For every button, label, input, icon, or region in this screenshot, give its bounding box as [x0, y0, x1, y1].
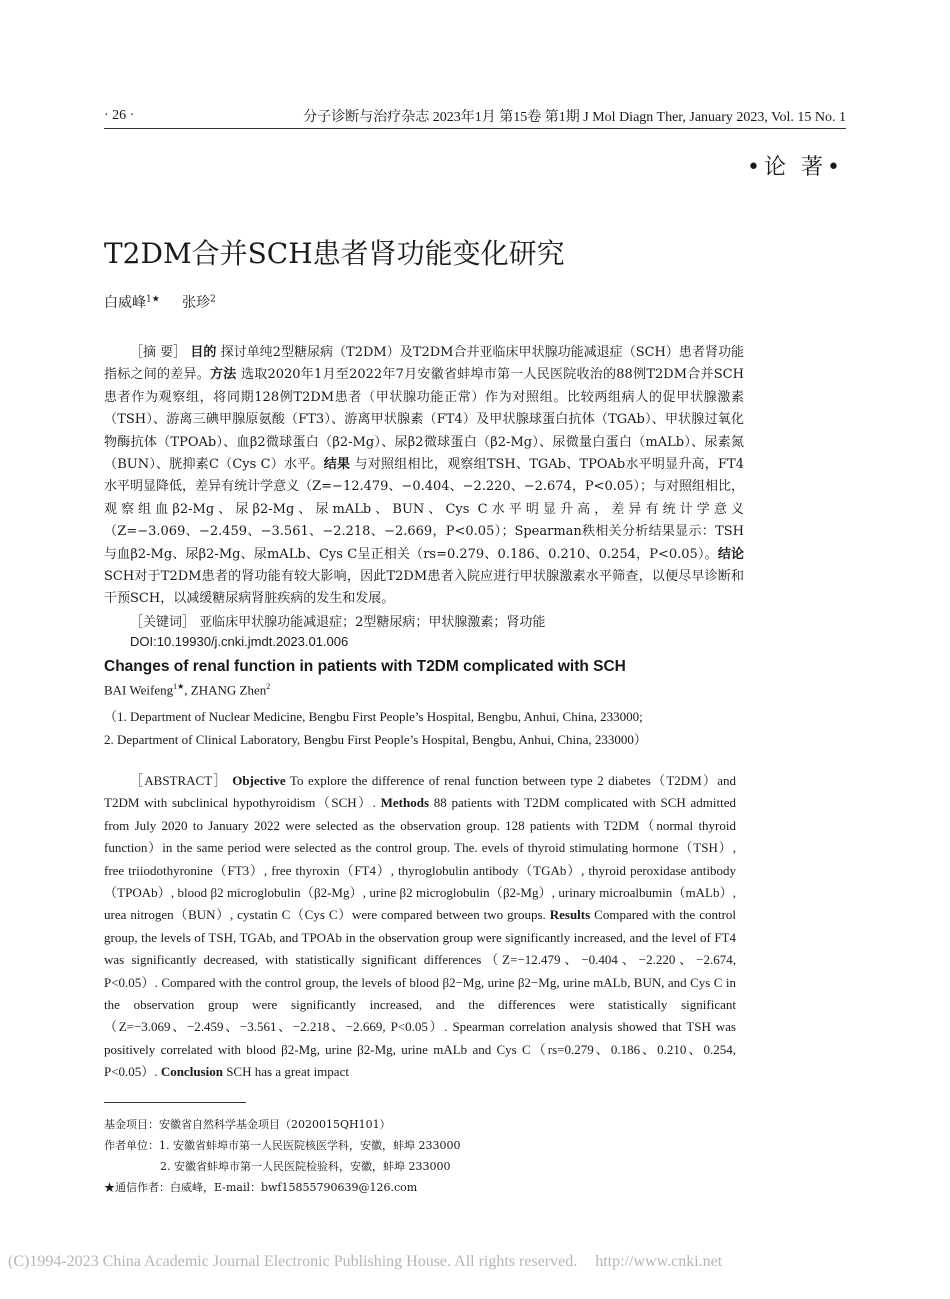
results-text: 与对照组相比，观察组TSH、TGAb、TPOAb水平明显升高，FT4水平明显降低，差异有统计学意义（Z=−12.479、−0.404、−2.220、−2.674，P<0.05）；与对照组相比，观察组血β2-Mg、尿β2-Mg、尿mALb、BUN、Cys C水平明显升高，差异有统计学意义（Z=−3.069、−2.459、−3.561、−2.218、−2.669，P<0.05）；Spearman秩相关分析结果显示：TSH与血β2-Mg、尿β2-Mg、尿mALb、Cys C呈正相关（rs=0.279、0.186、0.210、0.254，P<0.05）。 — [104, 457, 744, 562]
footnote-affiliation: 作者单位：1. 安徽省蚌埠市第一人民医院核医学科，安徽，蚌埠 233000 — [104, 1139, 461, 1152]
keywords-cn — [130, 611, 545, 630]
methods-text: 选取2020年1月至2022年7月安徽省蚌埠市第一人民医院收治的88例T2DM合并SCH患者作为观察组，将同期128例T2DM患者（甲状腺功能正常）作为对照组。比较两组病人的促甲状腺激素（TSH）、游离三碘甲腺原氨酸（FT3）、游离甲状腺素（FT4）及甲状腺球蛋白抗体（TGAb）、甲状腺过氧化物酶抗体（TPOAb）、血β2微球蛋白（β2-Mg）、尿β2微球蛋白（β2-Mg）、尿微量白蛋白（mALb）、尿素氮（BUN）、胱抑素C（Cys C）水平。 — [104, 367, 744, 473]
results-text: Compared with the control group, the levels of TSH, TGAb, and TPOAb in the observation group were significantly increased, and the level of FT4 was significantly decreased, with statistically significant differences（Z=−12.479、−0.404、−2.220、−2.674, P<0.05）. Compared with the control group, the levels of blood β2−Mg, urine β2−Mg, urine mALb, BUN, and Cys C in the observation group were significantly increased, and the differences were statistically significant（Z=−3.069、−2.459、−3.561、−2.218、−2.669, P<0.05）. Spearman correlation analysis showed that TSH was positively correlated with blood β2-Mg, urine β2-Mg, urine mALb and Cys C（rs=0.279、0.186、0.210、0.254, P<0.05）. — [104, 907, 737, 1080]
doi: DOI:10.19930/j.cnki.jmdt.2023.01.006 — [130, 634, 349, 649]
author-affil-mark: 2 — [210, 294, 216, 305]
article-title-cn: T2DM合并SCH患者肾功能变化研究 — [104, 237, 565, 270]
page-number: · 26 · — [104, 108, 135, 123]
conclusion-label: 结论 — [717, 546, 744, 562]
author-affil-mark: 1★ — [146, 294, 160, 305]
abstract-label: ［摘 要］ — [130, 345, 187, 360]
objective-label: 目的 — [190, 345, 217, 360]
author-separator: , — [184, 682, 191, 698]
footnote-divider — [104, 1102, 246, 1103]
keywords-text: 亚临床甲状腺功能减退症；2型糖尿病；甲状腺激素；肾功能 — [199, 615, 546, 630]
author-name: 张珍 — [182, 295, 211, 311]
authors-cn — [104, 292, 216, 312]
affiliation-line: （1. Department of Nuclear Medicine, Bengbu First People’s Hospital, Bengbu, Anhui, China, 233000; — [104, 709, 643, 724]
objective-text: To explore the difference of renal function between type 2 diabetes（T2DM）and T2DM with subclinical hypothyroidism（SCH）. — [104, 773, 737, 811]
footnote-affiliation: 2. 安徽省蚌埠市第一人民医院检验科，安徽，蚌埠 233000 — [160, 1160, 451, 1173]
author-name: BAI Weifeng — [104, 682, 174, 698]
conclusion-text: SCH has a great impact — [226, 1064, 349, 1080]
abstract-en — [104, 770, 736, 1084]
methods-label: Methods — [380, 795, 429, 811]
abstract-cn — [104, 342, 744, 611]
objective-label: Objective — [232, 773, 286, 788]
section-label: •论 著• — [747, 155, 844, 180]
conclusion-label: Conclusion — [160, 1064, 223, 1080]
methods-text: 88 patients with T2DM complicated with SCH admitted from July 2020 to January 2022 were selected as the observation group. 128 patients with T2DM（normal thyroid function）in the same period were selected as the control group. The. evels of thyroid stimulating hormone（TSH）, free triiodothyronine（FT3）, free thyroxin（FT4）, thyroglobulin antibody（TGAb）, thyroid peroxidase antibody（TPOAb）, blood β2 microglobulin（β2-Mg）, urine β2 microglobulin（β2-Mg）, urinary microalbumin（mALb）, urea nitrogen（BUN）, cystatin C（Cys C）were compared between two groups. — [104, 795, 737, 923]
journal-citation: 分子诊断与治疗杂志 2023年1月 第15卷 第1期 J Mol Diagn Ther, January 2023, Vol. 15 No. 1 — [303, 110, 846, 125]
keywords-label: ［关键词］ — [130, 615, 196, 630]
article-title-en: Changes of renal function in patients with T2DM complicated with SCH — [104, 658, 626, 675]
results-label: Results — [549, 907, 591, 923]
conclusion-text: SCH对于T2DM患者的肾功能有较大影响，因此T2DM患者入院应进行甲状腺激素水平筛查，以便尽早诊断和干预SCH，以减缓糖尿病肾脏疾病的发生和发展。 — [104, 569, 744, 607]
methods-label: 方法 — [210, 367, 237, 383]
author-affil-mark: 1★ — [173, 682, 185, 691]
copyright-watermark — [8, 1253, 722, 1271]
abstract-label: ［ABSTRACT］ — [130, 773, 228, 788]
footnote-funding: 基金项目：安徽省自然科学基金项目（2020015QH101） — [104, 1118, 391, 1131]
results-label: 结果 — [323, 457, 351, 473]
author-affil-mark: 2 — [266, 682, 271, 691]
author-name: 白威峰 — [104, 295, 146, 311]
objective-text: 探讨单纯2型糖尿病（T2DM）及T2DM合并亚临床甲状腺功能减退症（SCH）患者肾功能指标之间的差异。 — [104, 345, 744, 383]
running-header — [104, 104, 846, 129]
author-name: ZHANG Zhen — [190, 682, 267, 698]
footnote-correspondence: ★通信作者：白威峰，E-mail：bwf15855790639@126.com — [104, 1181, 418, 1194]
authors-en — [104, 682, 270, 698]
watermark-url[interactable]: http://www.cnki.net — [595, 1253, 723, 1270]
affiliation-line: 2. Department of Clinical Laboratory, Bengbu First People’s Hospital, Bengbu, Anhui, China, 233000） — [104, 732, 647, 747]
watermark-copyright: (C)1994-2023 China Academic Journal Electronic Publishing House. All rights reserved. — [8, 1253, 578, 1270]
